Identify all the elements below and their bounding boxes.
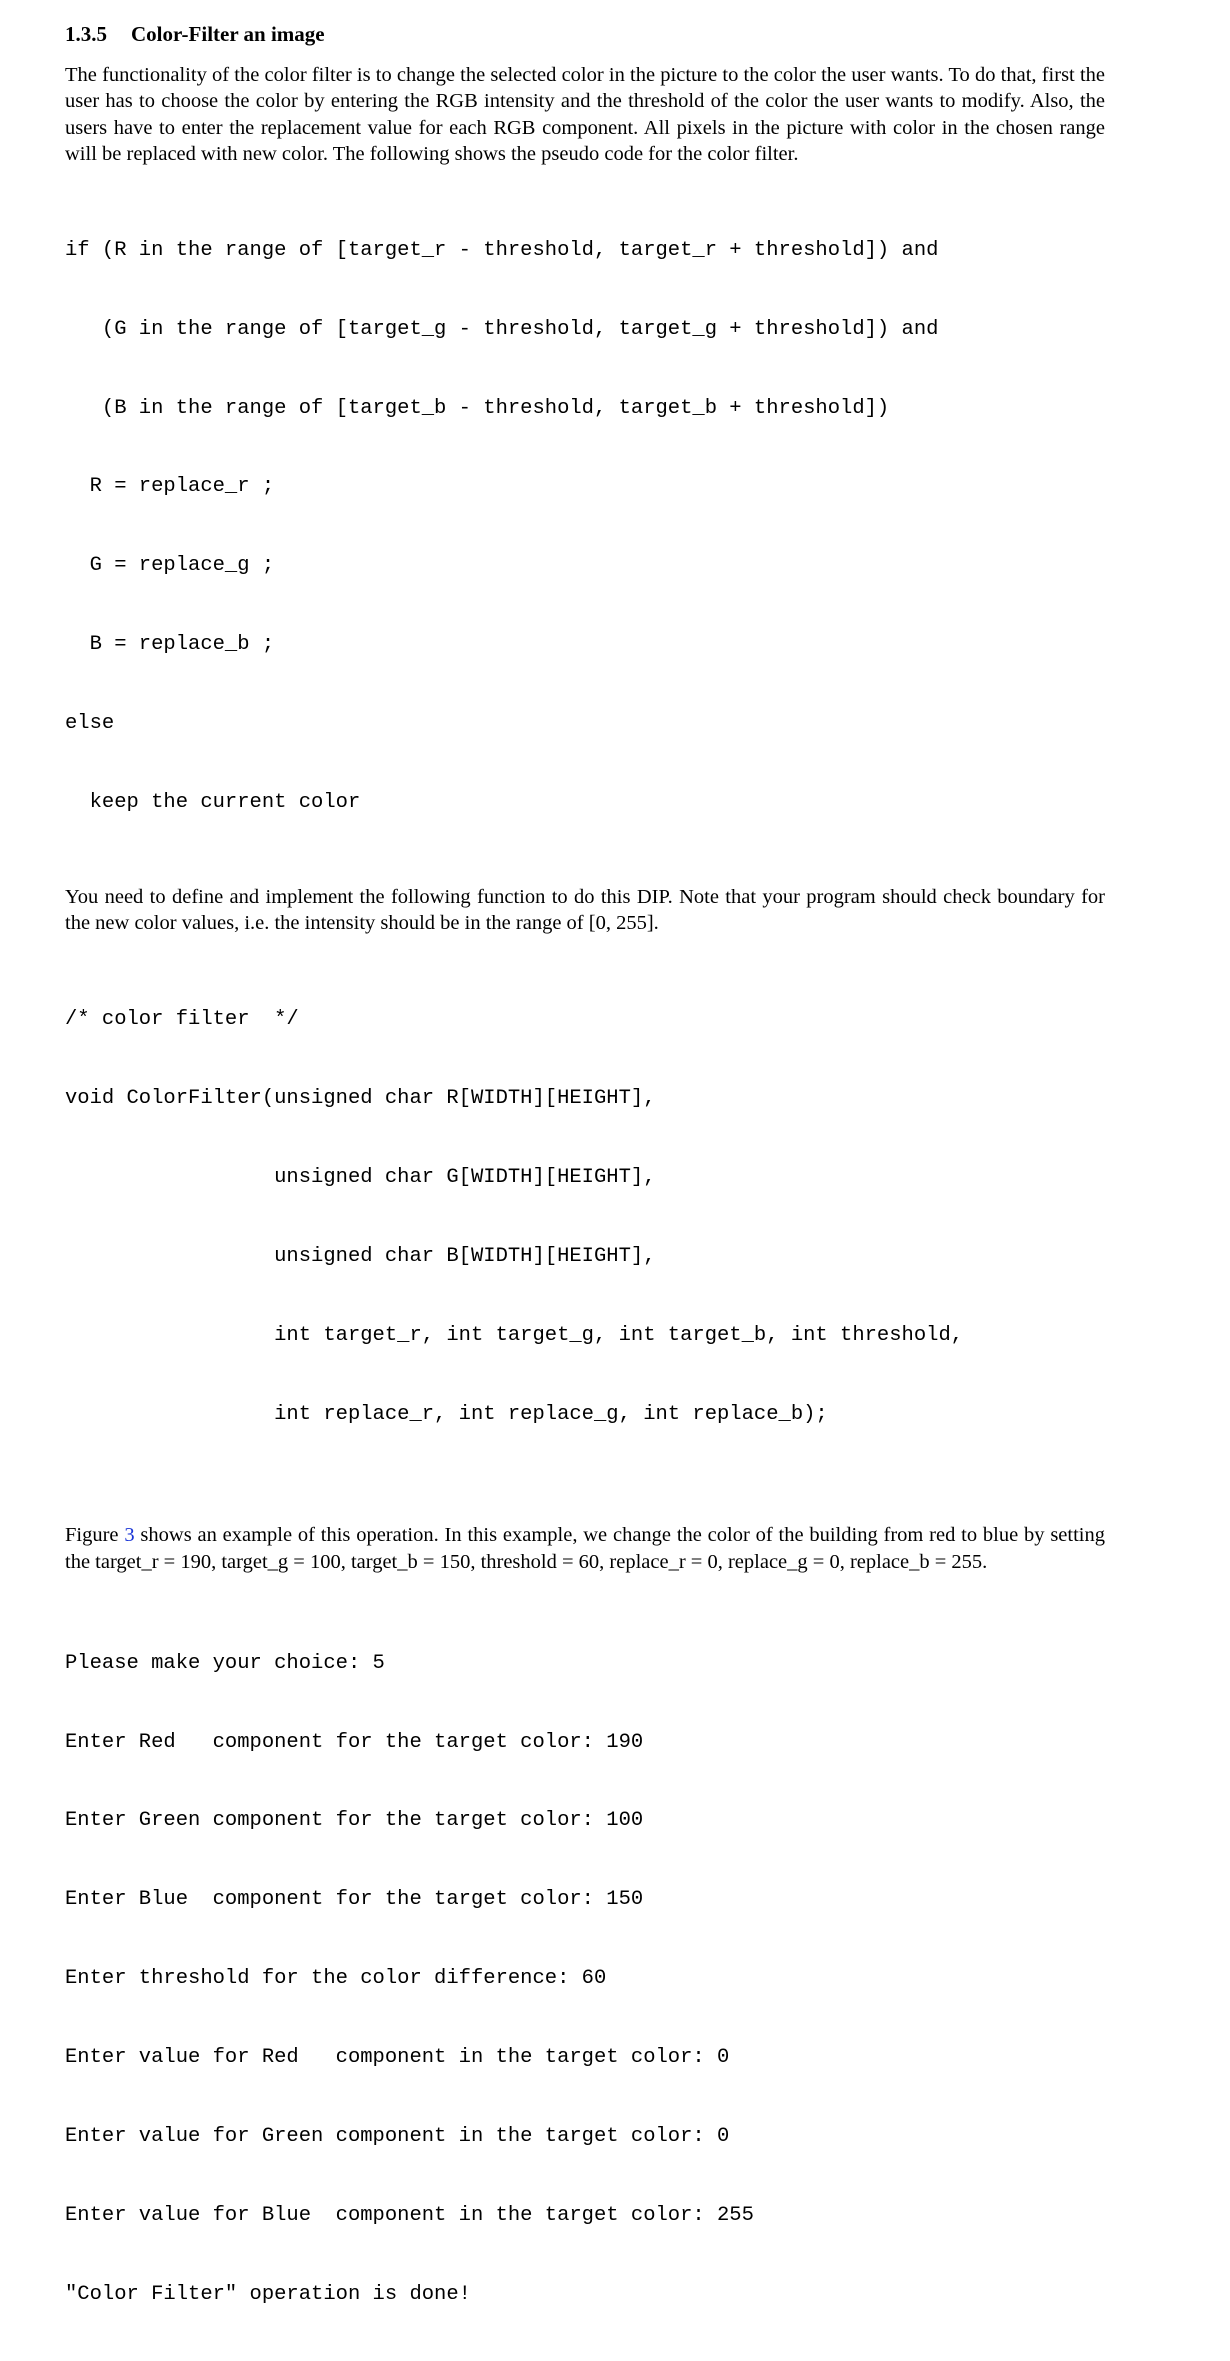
section-number: 1.3.5 — [65, 22, 107, 46]
figure-paragraph-lead: Figure — [65, 1524, 125, 1547]
code-line: B = replace_b ; — [65, 633, 275, 657]
code-line: R = replace_r ; — [65, 475, 275, 499]
output-line: Enter value for Blue component in the target color: 255 — [65, 2203, 754, 2227]
output-line: Enter threshold for the color difference: 60 — [65, 1967, 607, 1991]
code-line: unsigned char G[WIDTH][HEIGHT], — [65, 1165, 656, 1189]
output-line: Enter Blue component for the target color: 150 — [65, 1888, 644, 1912]
code-line: keep the current color — [65, 791, 361, 815]
session-output-block — [65, 1598, 1105, 2361]
code-line: if (R in the range of [target_r - threshold, target_r + threshold]) and — [65, 238, 939, 262]
code-line: int target_r, int target_g, int target_b, int threshold, — [65, 1323, 964, 1347]
code-line: G = replace_g ; — [65, 554, 275, 578]
code-line: int replace_r, int replace_g, int replace_b); — [65, 1402, 828, 1426]
code-line: (G in the range of [target_g - threshold, target_g + threshold]) and — [65, 317, 939, 341]
function-paragraph: You need to define and implement the following function to do this DIP. Note that your program should check boundary for the new color values, i.e. the intensity should be in the range of [0, 255]. — [65, 885, 1105, 935]
output-line: Enter Green component for the target color: 100 — [65, 1809, 644, 1833]
output-line: Enter value for Red component in the target color: 0 — [65, 2046, 730, 2070]
figure-paragraph — [65, 1522, 1105, 1575]
code-line: else — [65, 712, 115, 736]
intro-paragraph: The functionality of the color filter is to change the selected color in the picture to the color the user wants. To do that, first the user has to choose the color by entering the RGB intensity and the threshold of the color the user wants to modify. Also, the users have to enter the replacement value for each RGB component. All pixels in the picture with color in the chosen range will be replaced with new color. The following shows the pseudo code for the color filter. — [65, 64, 1105, 165]
section-heading — [65, 18, 1105, 50]
figure-paragraph-body: shows an example of this operation. In this example, we change the color of the building from red to blue by setting the target_r = 190, target_g = 100, target_b = 150, threshold = 60, replace_r = 0, replace_g = 0, replace_b = 255. — [65, 1524, 1105, 1573]
code-line: unsigned char B[WIDTH][HEIGHT], — [65, 1244, 656, 1268]
output-line: Please make your choice: 5 — [65, 1651, 385, 1675]
function-code-block — [65, 955, 1105, 1481]
section-title: Color-Filter an image — [131, 22, 325, 46]
code-line: /* color filter */ — [65, 1008, 299, 1032]
output-line: Enter Red component for the target color: 190 — [65, 1730, 644, 1754]
output-line: Enter value for Green component in the target color: 0 — [65, 2124, 730, 2148]
figure-reference-link[interactable]: 3 — [124, 1524, 135, 1547]
output-line: "Color Filter" operation is done! — [65, 2282, 471, 2306]
code-line: (B in the range of [target_b - threshold, target_b + threshold]) — [65, 396, 890, 420]
document-page — [65, 18, 1105, 2361]
code-line: void ColorFilter(unsigned char R[WIDTH][HEIGHT], — [65, 1086, 656, 1110]
pseudo-code-block — [65, 185, 1105, 869]
